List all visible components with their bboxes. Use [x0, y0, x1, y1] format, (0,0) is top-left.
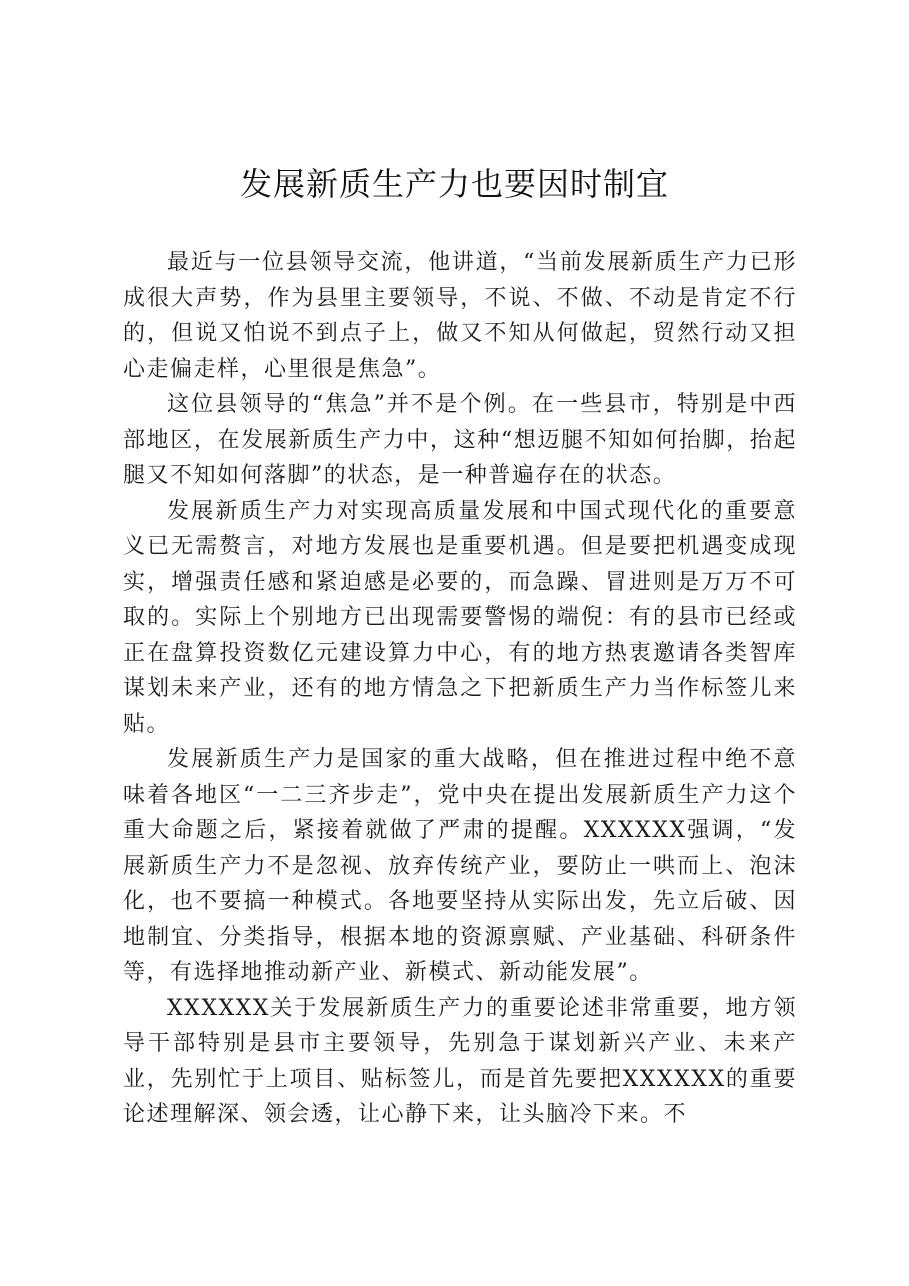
document-title: 发展新质生产力也要因时制宜	[239, 165, 669, 203]
paragraph: 发展新质生产力是国家的重大战略，但在推进过程中绝不意味着各地区“一二三齐步走”，党中央在提出发展新质生产力这个重大命题之后，紧接着就做了严肃的提醒。XXXXXX强调，“发展新质生产力不是忽视、放弃传统产业，要防止一哄而上、泡沫化，也不要搞一种模式。各地要坚持从实际出发，先立后破、因地制宜、分类指导，根据本地的资源禀赋、产业基础、科研条件等，有选择地推动新产业、新模式、新动能发展”。	[123, 747, 797, 985]
document-body	[123, 245, 797, 1133]
paragraph: 最近与一位县领导交流，他讲道，“当前发展新质生产力已形成很大声势，作为县里主要领导，不说、不做、不动是肯定不行的，但说又怕说不到点子上，做又不知从何做起，贸然行动又担心走偏走样，心里很是焦急”。	[123, 250, 797, 382]
paragraph: XXXXXX关于发展新质生产力的重要论述非常重要，地方领导干部特别是县市主要领导，先别急于谋划新兴产业、未来产业，先别忙于上项目、贴标签儿，而是首先要把XXXXXX的重要论述理解深、领会透，让心静下来，让头脑冷下来。不	[123, 995, 797, 1127]
paragraph: 发展新质生产力对实现高质量发展和中国式现代化的重要意义已无需赘言，对地方发展也是重要机遇。但是要把机遇变成现实，增强责任感和紧迫感是必要的，而急躁、冒进则是万万不可取的。实际上个别地方已出现需要警惕的端倪：有的县市已经或正在盘算投资数亿元建设算力中心，有的地方热衷邀请各类智库谋划未来产业，还有的地方情急之下把新质生产力当作标签儿来贴。	[123, 498, 797, 737]
paragraph: 这位县领导的“焦急”并不是个例。在一些县市，特别是中西部地区，在发展新质生产力中，这种“想迈腿不知如何抬脚，抬起腿又不知如何落脚”的状态，是一种普遍存在的状态。	[123, 392, 797, 488]
